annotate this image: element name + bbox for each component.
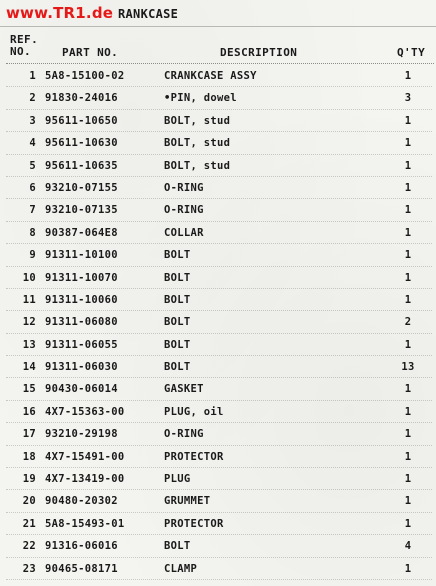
part-description: BOLT: [164, 316, 191, 329]
part-description: COLLAR: [164, 226, 204, 239]
ref-number: 12: [22, 316, 36, 329]
ref-number: 8: [29, 226, 36, 239]
quantity: 1: [404, 137, 412, 150]
part-description: •PIN, dowel: [164, 92, 237, 105]
quantity: 1: [404, 562, 412, 575]
part-description: BOLT: [164, 361, 191, 374]
table-row: [0, 289, 436, 311]
part-description: BOLT, stud: [164, 137, 231, 150]
quantity: 1: [404, 517, 412, 530]
table-header: [0, 30, 436, 66]
ref-number: 9: [29, 249, 36, 262]
ref-number: 13: [22, 338, 36, 351]
page-title: RANKCASE: [118, 7, 179, 21]
ref-number: 1: [29, 70, 36, 82]
part-description: PROTECTOR: [164, 450, 224, 463]
part-number: 93210-07155: [45, 181, 118, 194]
ref-number: 19: [22, 473, 36, 486]
part-description: BOLT, stud: [164, 114, 231, 127]
quantity: 1: [404, 450, 412, 463]
part-number: 91311-10070: [45, 271, 118, 284]
ref-number: 3: [29, 114, 36, 127]
part-description: O-RING: [164, 428, 204, 441]
quantity: 1: [404, 181, 412, 194]
part-number: 91311-06080: [45, 316, 118, 329]
part-number: 95611-10630: [45, 137, 118, 150]
ref-number: 17: [22, 428, 36, 441]
table-row: [0, 199, 436, 221]
ref-number: 20: [22, 495, 36, 508]
header-ref-no: [10, 34, 38, 58]
table-row: [0, 401, 436, 423]
table-row: [0, 132, 436, 154]
header-no-label: NO.: [10, 45, 32, 58]
quantity: 1: [404, 293, 412, 306]
part-description: BOLT, stud: [164, 159, 231, 172]
part-description: PLUG, oil: [164, 405, 224, 418]
part-number: 4X7-15363-00: [45, 405, 125, 418]
ref-number: 22: [22, 540, 36, 553]
part-description: CRANKCASE ASSY: [164, 70, 257, 82]
ref-number: 15: [22, 383, 36, 396]
quantity: 13: [401, 361, 415, 374]
quantity: 1: [404, 428, 412, 441]
quantity: 1: [404, 338, 412, 351]
part-number: 90480-20302: [45, 495, 118, 508]
part-number: 4X7-13419-00: [45, 473, 125, 486]
part-number: 95611-10635: [45, 159, 118, 172]
header-description: DESCRIPTION: [220, 46, 298, 59]
header-part-no: PART NO.: [62, 46, 119, 59]
quantity: 2: [404, 316, 412, 329]
table-row: [0, 513, 436, 535]
ref-number: 21: [22, 517, 36, 530]
part-number: 91311-06030: [45, 361, 118, 374]
part-number: 93210-29198: [45, 428, 118, 441]
part-number: 91311-06055: [45, 338, 118, 351]
quantity: 1: [404, 495, 412, 508]
header-divider: [6, 63, 434, 64]
part-number: 90465-08171: [45, 562, 118, 575]
part-number: 91316-06016: [45, 540, 118, 553]
part-number: 4X7-15491-00: [45, 450, 125, 463]
part-number: 91311-10100: [45, 249, 118, 262]
watermark-text: www.TR1.de: [6, 4, 114, 22]
quantity: 1: [404, 249, 412, 262]
table-row: [0, 468, 436, 490]
ref-number: 4: [29, 137, 36, 150]
part-number: 5A8-15100-02: [45, 70, 125, 82]
ref-number: 14: [22, 361, 36, 374]
part-number: 5A8-15493-01: [45, 517, 125, 530]
ref-number: 10: [22, 271, 36, 284]
part-number: 95611-10650: [45, 114, 118, 127]
table-row: [0, 244, 436, 266]
table-row: [0, 446, 436, 468]
quantity: 1: [404, 159, 412, 172]
part-number: 91311-10060: [45, 293, 118, 306]
table-row: [0, 311, 436, 333]
table-row: [0, 423, 436, 445]
part-description: CLAMP: [164, 562, 198, 575]
part-number: 90387-064E8: [45, 226, 118, 239]
table-row: [0, 356, 436, 378]
part-number: 91830-24016: [45, 92, 118, 105]
part-number: 93210-07135: [45, 204, 118, 217]
part-description: BOLT: [164, 293, 191, 306]
header-qty: Q'TY: [397, 46, 426, 59]
ref-number: 11: [22, 293, 36, 306]
ref-number: 7: [29, 204, 36, 217]
table-row: [0, 222, 436, 244]
table-row: [0, 490, 436, 512]
part-description: O-RING: [164, 204, 204, 217]
table-row: [0, 87, 436, 109]
table-row: [0, 110, 436, 132]
part-description: GRUMMET: [164, 495, 211, 508]
ref-number: 16: [22, 405, 36, 418]
part-description: BOLT: [164, 338, 191, 351]
part-description: O-RING: [164, 181, 204, 194]
table-row: [0, 558, 436, 580]
part-description: PLUG: [164, 473, 191, 486]
quantity: 1: [404, 473, 412, 486]
quantity: 4: [404, 540, 412, 553]
parts-table: [0, 65, 436, 580]
quantity: 1: [404, 114, 412, 127]
table-row: [0, 334, 436, 356]
quantity: 1: [404, 383, 412, 396]
quantity: 1: [404, 204, 412, 217]
part-description: PROTECTOR: [164, 517, 224, 530]
quantity: 1: [404, 226, 412, 239]
part-description: BOLT: [164, 540, 191, 553]
table-row: [0, 267, 436, 289]
ref-number: 5: [29, 159, 36, 172]
ref-number: 2: [29, 92, 36, 105]
part-description: GASKET: [164, 383, 204, 396]
table-row: [0, 155, 436, 177]
ref-number: 23: [22, 562, 36, 575]
table-row: [0, 65, 436, 87]
header-ref-label: REF.: [10, 33, 39, 46]
part-description: BOLT: [164, 271, 191, 284]
quantity: 1: [404, 271, 412, 284]
table-row: [0, 177, 436, 199]
part-number: 90430-06014: [45, 383, 118, 396]
part-description: BOLT: [164, 249, 191, 262]
table-row: [0, 535, 436, 557]
quantity: 1: [404, 405, 412, 418]
table-row: [0, 378, 436, 400]
quantity: 1: [404, 70, 412, 82]
divider: [0, 26, 436, 27]
quantity: 3: [404, 92, 412, 105]
ref-number: 18: [22, 450, 36, 463]
ref-number: 6: [29, 181, 36, 194]
